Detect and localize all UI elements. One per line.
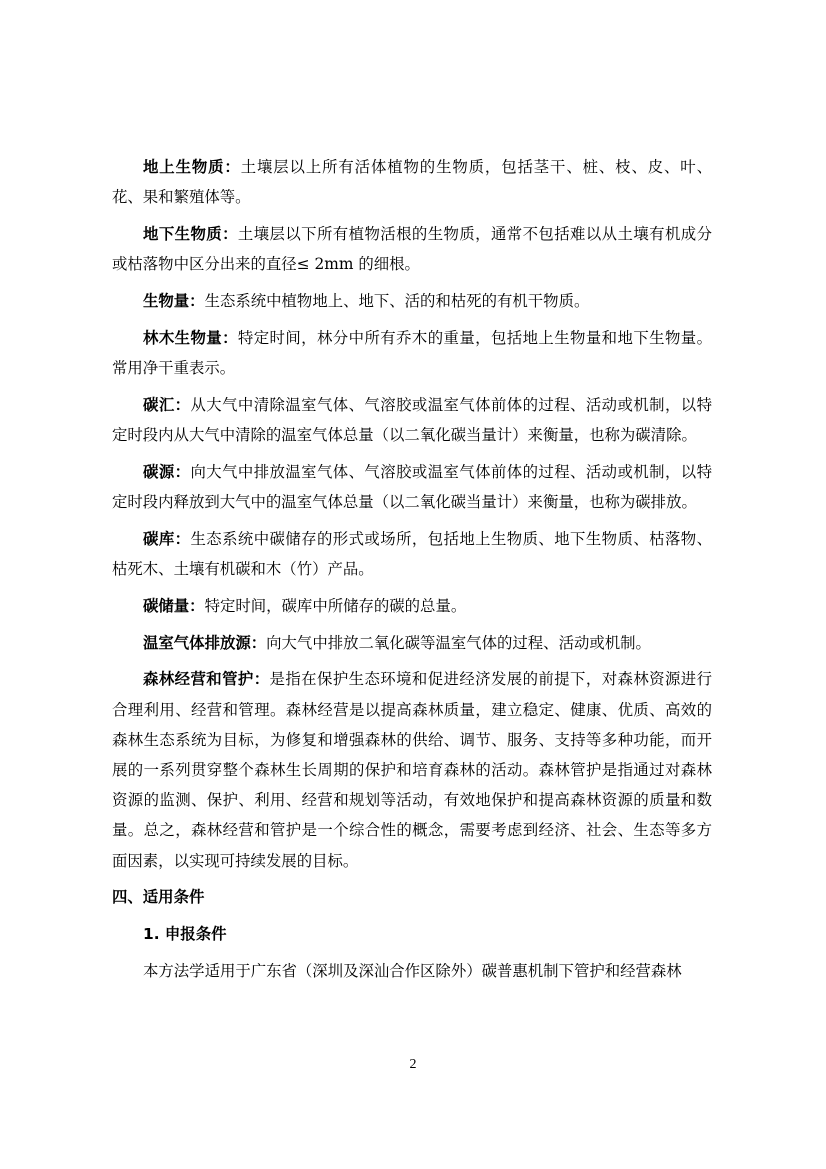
- definition-term: 碳汇：: [143, 395, 191, 414]
- definition-text: 从大气中清除温室气体、气溶胶或温室气体前体的过程、活动或机制，以特定时段内从大气中清除的温室气体总量（以二氧化碳当量计）来衡量，也称为碳清除。: [112, 395, 712, 444]
- definition-paragraph: [112, 219, 712, 279]
- page-content: [112, 152, 712, 993]
- definition-text: 是指在保护生态环境和促进经济发展的前提下，对森林资源进行合理利用、经营和管理。森林经营是以提高森林质量，建立稳定、健康、优质、高效的森林生态系统为目标，为修复和增强森林的供给、调节、服务、支持等多种功能，而开展的一系列贯穿整个森林生长周期的保护和培育森林的活动。森林管护是指通过对森林资源的监测、保护、利用、经营和规划等活动，有效地保护和提高森林资源的质量和数量。总之，森林经营和管护是一个综合性的概念，需要考虑到经济、社会、生态等多方面因素，以实现可持续发展的目标。: [112, 670, 712, 870]
- subsection-heading: 1. 申报条件: [143, 925, 227, 944]
- page-number: 2: [409, 1057, 417, 1072]
- definition-paragraph: [112, 524, 712, 584]
- definition-term: 森林经营和管护：: [143, 670, 270, 689]
- definition-text: 土壤层以上所有活体植物的生物质，包括茎干、桩、枝、皮、叶、花、果和繁殖体等。: [112, 158, 712, 207]
- definition-term: 碳库：: [143, 529, 191, 548]
- definition-term: 温室气体排放源：: [143, 633, 267, 652]
- definition-text: 特定时间，林分中所有乔木的重量，包括地上生物量和地下生物量。常用净干重表示。: [112, 328, 712, 377]
- body-paragraph: 本方法学适用于广东省（深圳及深汕合作区除外）碳普惠机制下管护和经营森林: [143, 962, 682, 980]
- definition-paragraph: [112, 152, 712, 212]
- definition-term: 生物量：: [143, 292, 205, 310]
- definition-paragraph: [112, 323, 712, 383]
- definition-paragraph: [112, 457, 712, 517]
- definition-term: 碳储量：: [143, 596, 205, 615]
- definition-paragraph: [112, 664, 712, 875]
- section-heading: 四、适用条件: [112, 888, 205, 907]
- definition-paragraph: [112, 628, 712, 658]
- definition-paragraph: [112, 591, 712, 621]
- definition-text: 生态系统中碳储存的形式或场所，包括地上生物质、地下生物质、枯落物、枯死木、土壤有机碳和木（竹）产品。: [112, 529, 712, 578]
- definition-term: 地下生物质：: [143, 225, 238, 243]
- definition-text: 特定时间，碳库中所储存的碳的总量。: [204, 596, 467, 615]
- definition-term: 林木生物量：: [143, 328, 238, 347]
- definition-paragraph: [112, 286, 712, 316]
- definition-text: 土壤层以下所有植物活根的生物质，通常不包括难以从土壤有机成分或枯落物中区分出来的直径≤ 2mm 的细根。: [112, 225, 712, 274]
- definition-paragraph: [112, 390, 712, 450]
- definition-term: 碳源：: [143, 462, 191, 481]
- definition-text: 向大气中排放温室气体、气溶胶或温室气体前体的过程、活动或机制，以特定时段内释放到大气中的温室气体总量（以二氧化碳当量计）来衡量，也称为碳排放。: [112, 462, 712, 511]
- definition-text: 向大气中排放二氧化碳等温室气体的过程、活动或机制。: [266, 633, 651, 652]
- definition-text: 生态系统中植物地上、地下、活的和枯死的有机干物质。: [204, 292, 590, 310]
- definition-term: 地上生物质：: [143, 158, 241, 176]
